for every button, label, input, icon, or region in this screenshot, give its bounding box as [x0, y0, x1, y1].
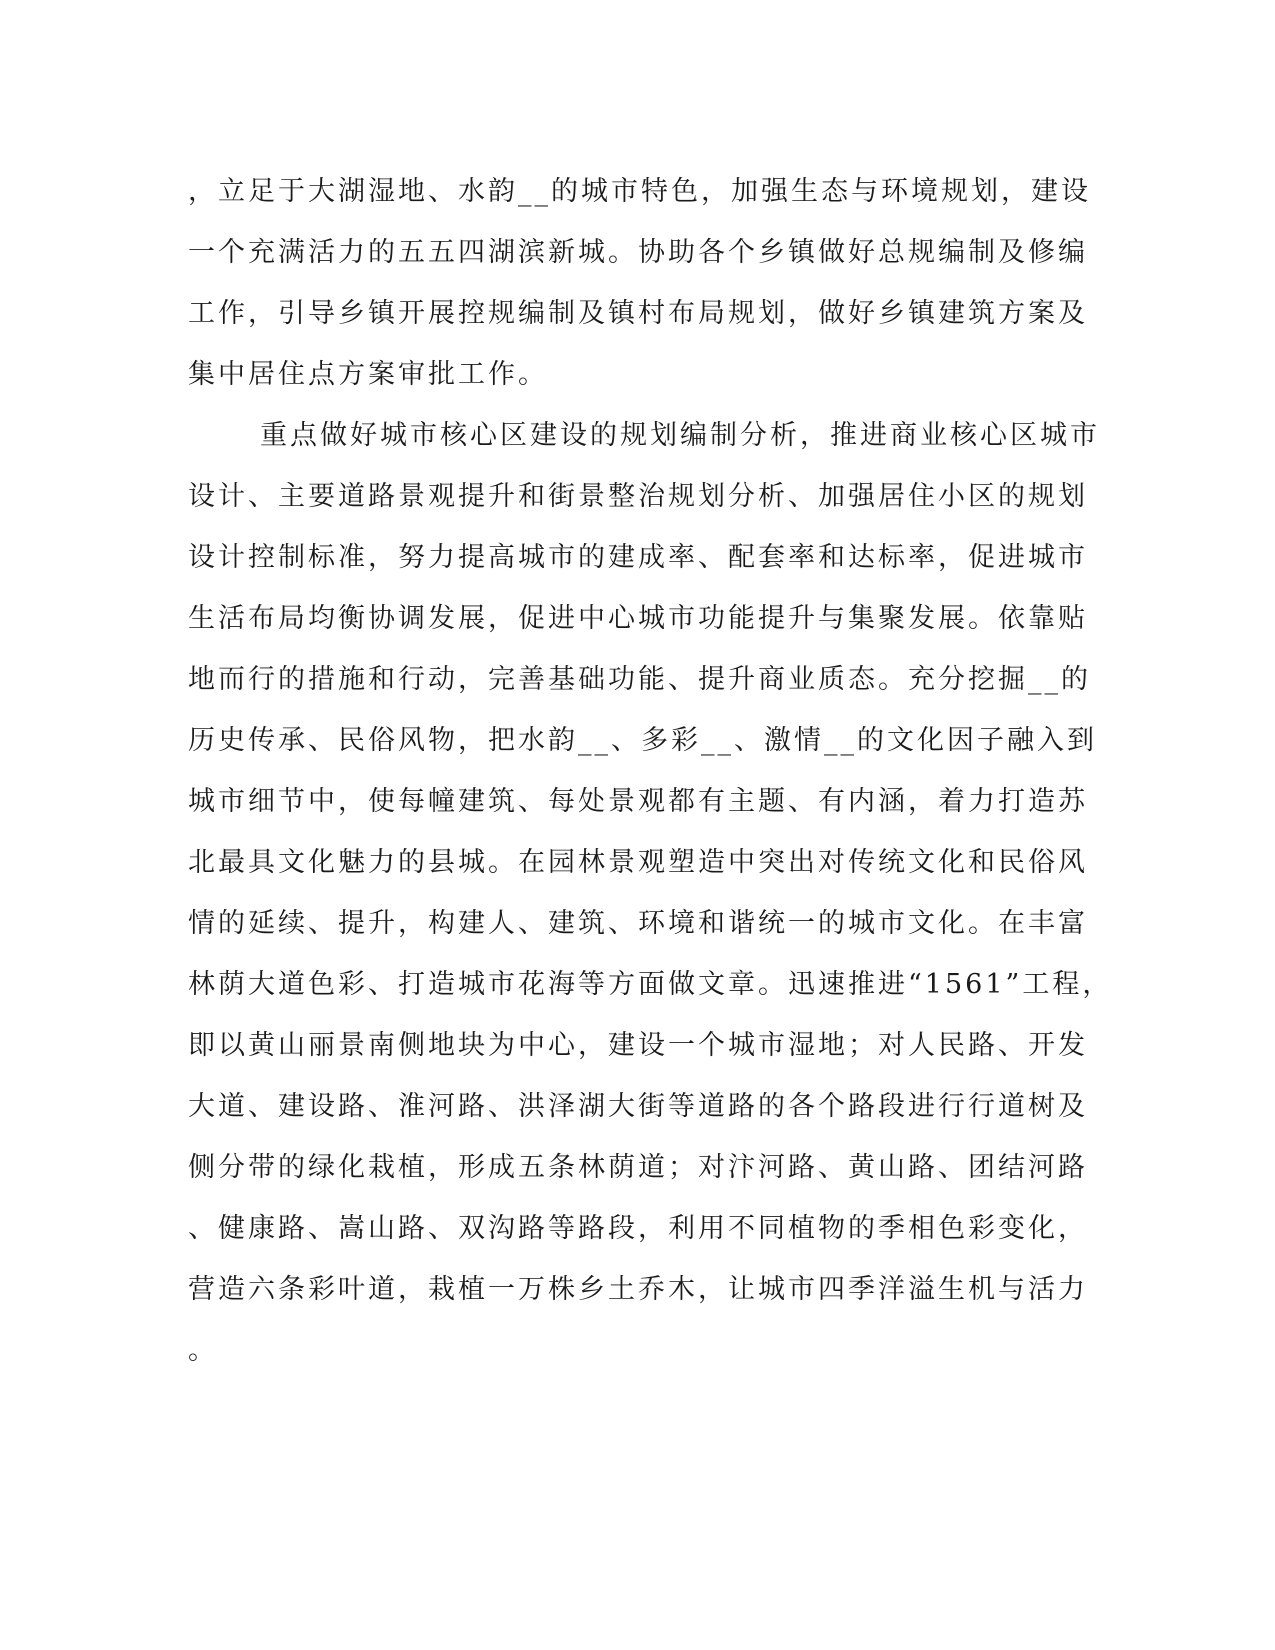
- paragraph-1: [188, 161, 1091, 405]
- text-line: 工作，引导乡镇开展控规编制及镇村布局规划，做好乡镇建筑方案及: [188, 298, 1088, 329]
- text-line: 情的延续、提升，构建人、建筑、环境和谐统一的城市文化。在丰富: [188, 908, 1088, 939]
- text-line: 林荫大道色彩、打造城市花海等方面做文章。迅速推进“1561”工程，: [188, 969, 1113, 1000]
- text-line: 大道、建设路、淮河路、洪泽湖大街等道路的各个路段进行行道树及: [188, 1091, 1088, 1122]
- text-line: 侧分带的绿化栽植，形成五条林荫道；对汴河路、黄山路、团结河路: [188, 1152, 1088, 1183]
- text-line: 。: [188, 1335, 218, 1366]
- text-line: 历史传承、民俗风物，把水韵__、多彩__、激情__的文化因子融入到: [188, 725, 1097, 756]
- paragraph-2: [188, 405, 1113, 1381]
- text-line: 北最具文化魅力的县城。在园林景观塑造中突出对传统文化和民俗风: [188, 847, 1088, 878]
- text-line: 即以黄山丽景南侧地块为中心，建设一个城市湿地；对人民路、开发: [188, 1030, 1088, 1061]
- text-line: 营造六条彩叶道，栽植一万株乡土乔木，让城市四季洋溢生机与活力: [188, 1274, 1088, 1305]
- text-line: 重点做好城市核心区建设的规划编制分析，推进商业核心区城市: [260, 420, 1100, 451]
- text-line: 、健康路、嵩山路、双沟路等路段，利用不同植物的季相色彩变化，: [188, 1213, 1088, 1244]
- body-text: [188, 161, 1113, 1381]
- text-line: ，立足于大湖湿地、水韵__的城市特色，加强生态与环境规划，建设: [188, 176, 1091, 207]
- text-line: 设计控制标准，努力提高城市的建成率、配套率和达标率，促进城市: [188, 542, 1088, 573]
- text-line: 地而行的措施和行动，完善基础功能、提升商业质态。充分挖掘__的: [188, 664, 1091, 695]
- text-line: 生活布局均衡协调发展，促进中心城市功能提升与集聚发展。依靠贴: [188, 603, 1088, 634]
- text-line: 集中居住点方案审批工作。: [188, 359, 548, 390]
- text-line: 城市细节中，使每幢建筑、每处景观都有主题、有内涵，着力打造苏: [188, 786, 1088, 817]
- text-line: 设计、主要道路景观提升和街景整治规划分析、加强居住小区的规划: [188, 481, 1088, 512]
- text-line: 一个充满活力的五五四湖滨新城。协助各个乡镇做好总规编制及修编: [188, 237, 1088, 268]
